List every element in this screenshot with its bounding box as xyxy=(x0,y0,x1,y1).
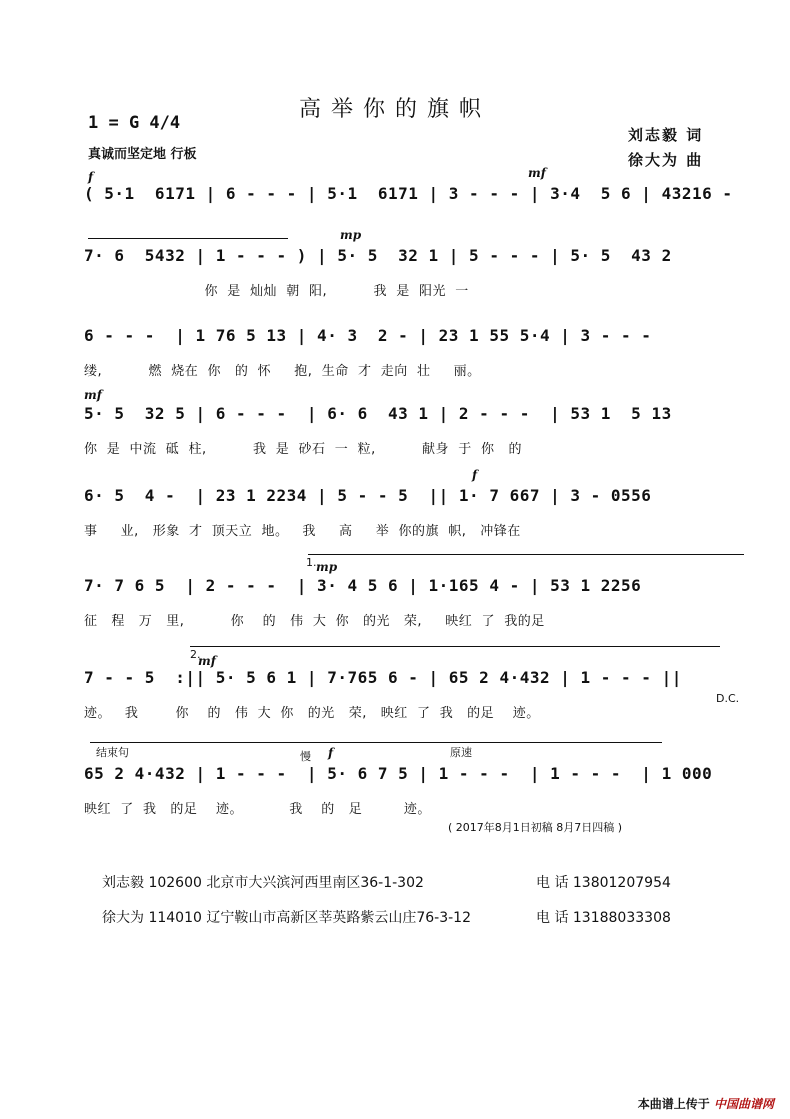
composer: 徐大为 曲 xyxy=(628,151,704,169)
contact-lyricist xyxy=(102,872,671,892)
notes-line: ( 5·1 6171 | 6 - - - | 5·1 6171 | 3 - - - | 3·4 5 6 | 43216 - xyxy=(84,184,733,203)
source-site-logo: 中国曲谱网 xyxy=(713,1097,774,1111)
draft-note: ( 2017年8月1日初稿 8月7日四稿 ) xyxy=(448,821,623,834)
lyrics-line: 迹。 我 你 的 伟 大 你 的光 荣, 映红 了 我 的足 迹。 xyxy=(84,706,540,721)
dynamic-f: f xyxy=(328,746,334,760)
original-tempo-mark: 原速 xyxy=(450,746,472,759)
contact-address: 刘志毅 102600 北京市大兴滨河西里南区36-1-302 xyxy=(102,875,424,891)
song-title: 高举你的旗帜 xyxy=(298,97,491,122)
key-signature: 1 = G 4/4 xyxy=(88,113,181,133)
coda-bracket xyxy=(90,742,662,743)
notes-line: 5· 5 32 5 | 6 - - - | 6· 6 43 1 | 2 - - - | 53 1 5 13 xyxy=(84,404,672,423)
contact-address: 徐大为 114010 辽宁鞍山市高新区莘英路紫云山庄76-3-12 xyxy=(102,910,471,926)
contact-phone: 电 话 13188033308 xyxy=(536,910,671,926)
lyrics-line: 映红 了 我 的足 迹。 我 的 足 迹。 xyxy=(84,802,431,817)
dc-mark: D.C. xyxy=(716,692,740,705)
tempo-mood: 真诚而坚定地 行板 xyxy=(88,147,197,162)
dynamic-f: f xyxy=(472,468,478,482)
first-ending-label: 1. xyxy=(306,556,317,569)
notes-line: 65 2 4·432 | 1 - - - | 5· 6 7 5 | 1 - - - | 1 - - - | 1 000 xyxy=(84,764,713,783)
notes-line: 6· 5 4 - | 23 1 2234 | 5 - - 5 || 1· 7 667 | 3 - 0556 xyxy=(84,486,652,505)
contact-composer xyxy=(102,907,671,927)
dynamic-mf: mf xyxy=(528,166,546,180)
first-ending-bracket xyxy=(308,554,744,555)
second-ending-label: 2. xyxy=(190,648,201,661)
lyrics-line: 缕, 燃 烧在 你 的 怀 抱, 生命 才 走向 壮 丽。 xyxy=(84,364,481,379)
dynamic-f: f xyxy=(88,170,94,184)
source-watermark xyxy=(638,1095,774,1112)
dynamic-mf: mf xyxy=(84,388,102,402)
lyrics-line: 你 是 灿灿 朝 阳, 我 是 阳光 一 xyxy=(84,284,469,299)
lyrics-line: 征 程 万 里, 你 的 伟 大 你 的光 荣, 映红 了 我的足 xyxy=(84,614,545,629)
ending-label: 结束句 xyxy=(96,746,129,759)
slow-mark: 慢 xyxy=(300,750,311,763)
notes-line: 6 - - - | 1 76 5 13 | 4· 3 2 - | 23 1 55 5·4 | 3 - - - xyxy=(84,326,652,345)
notes-line: 7· 6 5432 | 1 - - - ) | 5· 5 32 1 | 5 - - - | 5· 5 43 2 xyxy=(84,246,672,265)
repeat-line xyxy=(88,238,288,239)
dynamic-mp: mp xyxy=(340,228,362,242)
notes-line: 7· 7 6 5 | 2 - - - | 3· 4 5 6 | 1·165 4 - | 53 1 2256 xyxy=(84,576,642,595)
dynamic-mf: mf xyxy=(198,654,216,668)
second-ending-bracket xyxy=(190,646,720,647)
notes-line: 7 - - 5 :|| 5· 5 6 1 | 7·765 6 - | 65 2 4·432 | 1 - - - || xyxy=(84,668,682,687)
source-prefix: 本曲谱上传于 xyxy=(637,1097,710,1111)
contact-phone: 电 话 13801207954 xyxy=(536,875,671,891)
lyricist: 刘志毅 词 xyxy=(628,126,704,144)
lyrics-line: 你 是 中流 砥 柱, 我 是 砂石 一 粒, 献身 于 你 的 xyxy=(84,442,522,457)
dynamic-mp: mp xyxy=(316,560,338,574)
lyrics-line: 事 业, 形象 才 顶天立 地。 我 高 举 你的旗 帜, 冲锋在 xyxy=(84,524,521,539)
